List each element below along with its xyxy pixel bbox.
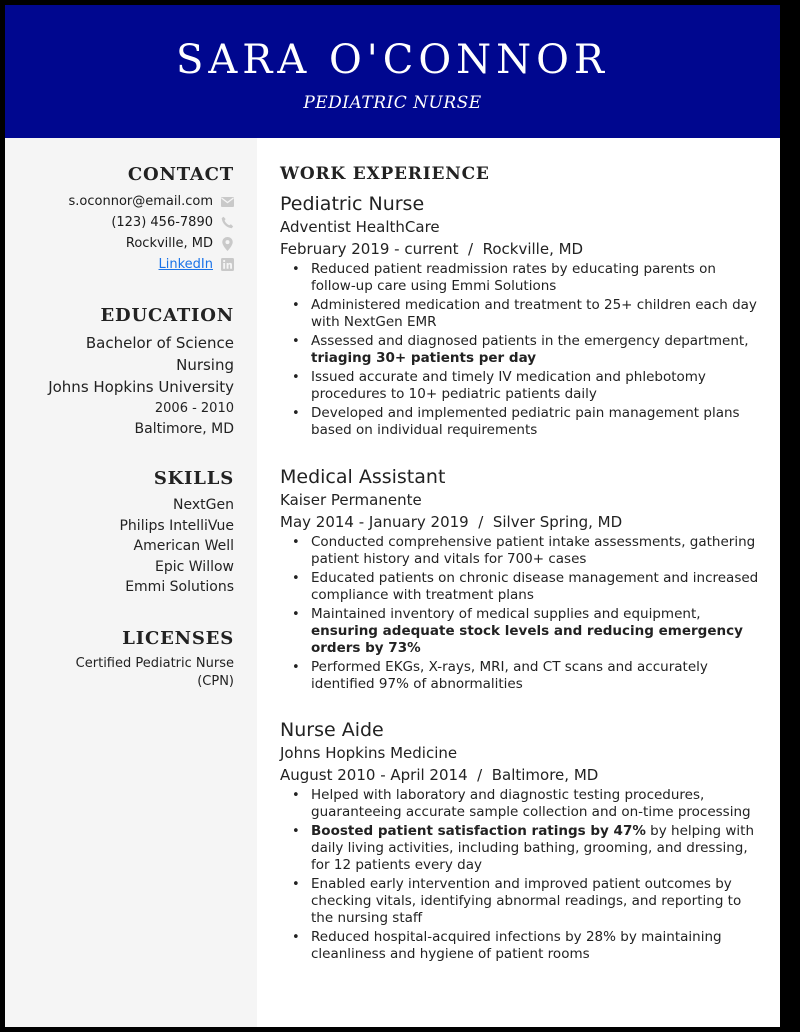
licenses-section bbox=[76, 628, 234, 691]
skills-section bbox=[119, 468, 234, 598]
bullet-item: • Developed and implemented pediatric pain management plans based on individual requirements bbox=[280, 405, 760, 439]
candidate-name: SARA O'CONNOR bbox=[175, 37, 610, 83]
candidate-title: PEDIATRIC NURSE bbox=[303, 93, 482, 113]
job-company: Adventist HealthCare bbox=[280, 218, 440, 236]
bullet-item: • Helped with laboratory and diagnostic testing procedures, guaranteeing accurate sample collection and on-time processing bbox=[280, 787, 760, 821]
education-degree: Bachelor of Science bbox=[85, 334, 234, 352]
bullet-item: • Educated patients on chronic disease management and increased compliance with treatment plans bbox=[280, 570, 760, 604]
job-bullets bbox=[280, 261, 760, 439]
job-company: Kaiser Permanente bbox=[280, 491, 422, 509]
education-heading: EDUCATION bbox=[100, 305, 234, 326]
skill-item: Philips IntelliVue bbox=[119, 517, 234, 534]
bullet-item: • Assessed and diagnosed patients in the emergency department, triaging 30+ patients per day bbox=[280, 333, 760, 367]
envelope-icon bbox=[220, 195, 234, 209]
bullet-item: • Reduced hospital-acquired infections by 28% by maintaining cleanliness and hygiene of patient rooms bbox=[280, 929, 760, 963]
education-school: Johns Hopkins University bbox=[48, 378, 234, 396]
contact-location: Rockville, MD bbox=[125, 236, 213, 251]
contact-section bbox=[69, 164, 235, 275]
license-line-1: Certified Pediatric Nurse bbox=[75, 656, 234, 671]
contact-email-row bbox=[69, 191, 235, 212]
bullet-item: • Maintained inventory of medical supplies and equipment, ensuring adequate stock levels and reducing emergency orders by 73% bbox=[280, 606, 760, 657]
bullet-item: • Enabled early intervention and improved patient outcomes by checking vitals, identifying abnormal readings, and reporting to the nursing staff bbox=[280, 876, 760, 927]
job-entry bbox=[280, 465, 760, 695]
resume-page bbox=[5, 5, 780, 1027]
job-dates-location: February 2019 - current / Rockville, MD bbox=[280, 240, 584, 258]
education-field: Nursing bbox=[176, 356, 234, 374]
job-company: Johns Hopkins Medicine bbox=[280, 744, 458, 762]
skill-item: Epic Willow bbox=[155, 558, 234, 575]
licenses-heading: LICENSES bbox=[122, 628, 234, 649]
job-entry bbox=[280, 192, 760, 441]
job-bullets bbox=[280, 787, 760, 963]
bullet-item: • Reduced patient readmission rates by educating parents on follow-up care using Emmi Solutions bbox=[280, 261, 760, 295]
job-title: Medical Assistant bbox=[280, 466, 446, 488]
job-dates-location: August 2010 - April 2014 / Baltimore, MD bbox=[280, 766, 599, 784]
skills-heading: SKILLS bbox=[153, 468, 234, 489]
job-title: Pediatric Nurse bbox=[280, 193, 425, 215]
bullet-item: • Administered medication and treatment to 25+ children each day with NextGen EMR bbox=[280, 297, 760, 331]
bullet-item: • Conducted comprehensive patient intake assessments, gathering patient history and vitals for 700+ cases bbox=[280, 534, 760, 568]
contact-phone-row bbox=[69, 212, 235, 233]
education-section bbox=[48, 305, 234, 440]
job-title: Nurse Aide bbox=[280, 719, 384, 741]
header-banner bbox=[5, 5, 780, 138]
bullet-item: • Issued accurate and timely IV medication and phlebotomy procedures to 10+ pediatric patients daily bbox=[280, 369, 760, 403]
job-bullets bbox=[280, 534, 760, 693]
linkedin-icon bbox=[220, 258, 234, 272]
phone-icon bbox=[220, 216, 234, 230]
sidebar bbox=[5, 138, 257, 1027]
contact-heading: CONTACT bbox=[127, 164, 234, 185]
bullet-item: • Performed EKGs, X-rays, MRI, and CT scans and accurately identified 97% of abnormalities bbox=[280, 659, 760, 693]
bullet-item: • Boosted patient satisfaction ratings by 47% by helping with daily living activities, including bathing, grooming, and dressing, for 12 patients every day bbox=[280, 823, 760, 874]
skill-item: American Well bbox=[133, 538, 234, 554]
contact-email[interactable]: s.oconnor@email.com bbox=[68, 194, 213, 209]
job-entry bbox=[280, 718, 760, 965]
education-years: 2006 - 2010 bbox=[154, 401, 234, 416]
job-dates-location: May 2014 - January 2019 / Silver Spring, MD bbox=[280, 513, 623, 531]
education-location: Baltimore, MD bbox=[134, 421, 234, 437]
contact-linkedin-row bbox=[69, 254, 235, 275]
contact-location-row bbox=[69, 233, 235, 254]
license-line-2: (CPN) bbox=[197, 674, 234, 689]
contact-phone[interactable]: (123) 456-7890 bbox=[111, 215, 213, 230]
linkedin-link[interactable]: LinkedIn bbox=[158, 257, 213, 272]
work-experience-heading: WORK EXPERIENCE bbox=[280, 164, 490, 184]
map-pin-icon bbox=[220, 237, 234, 251]
skill-item: Emmi Solutions bbox=[125, 579, 234, 595]
skill-item: NextGen bbox=[173, 497, 234, 513]
